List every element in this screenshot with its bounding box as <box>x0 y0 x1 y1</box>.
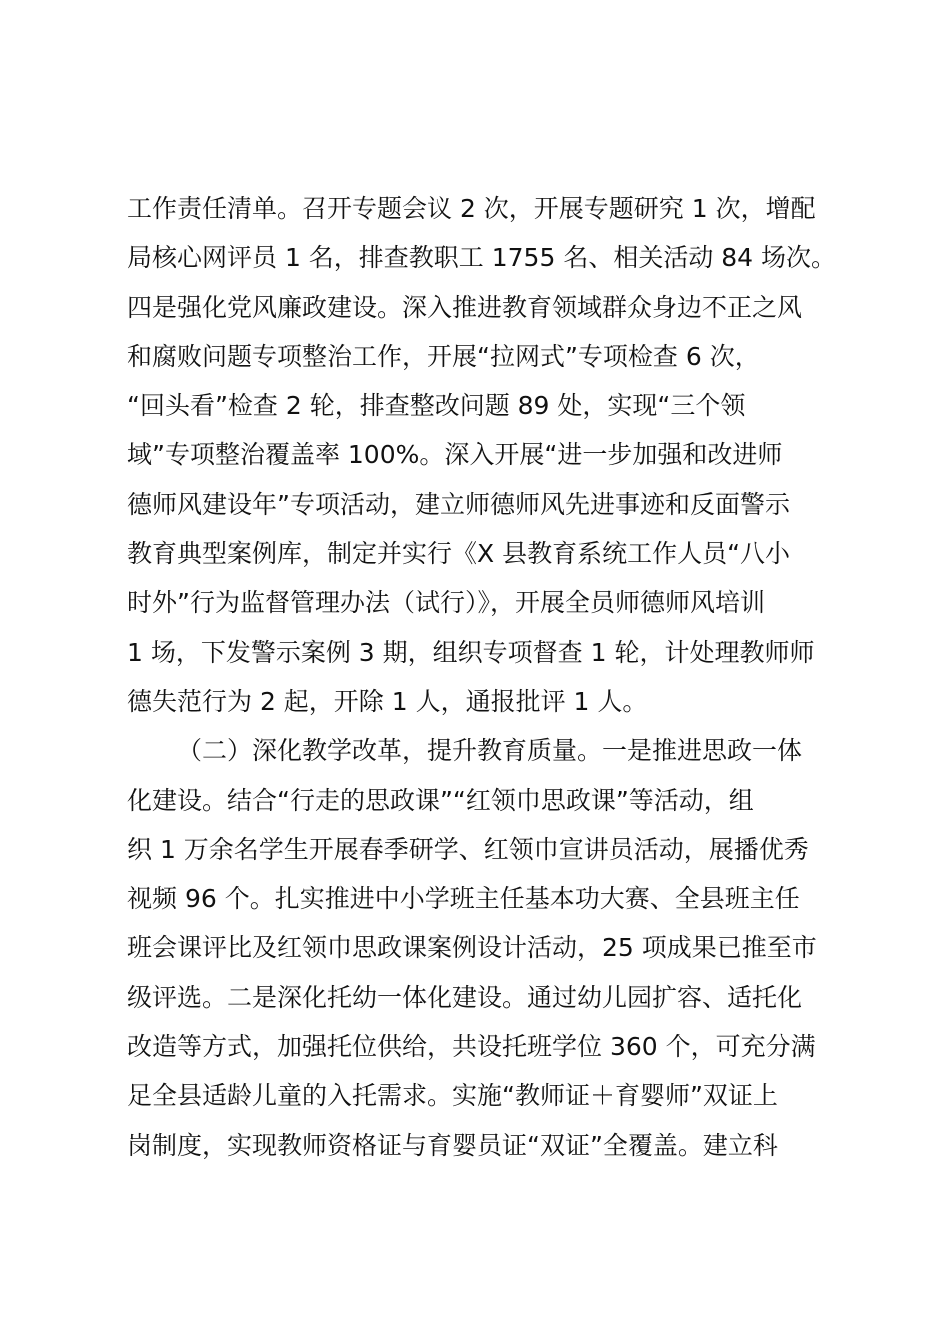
text-line: 化建设。结合“行走的思政课”“红领巾思政课”等活动，组 <box>127 785 754 815</box>
text-line: 班会课评比及红领巾思政课案例设计活动，25 项成果已推至市 <box>127 933 817 963</box>
text-line: 德师风建设年”专项活动，建立师德师风先进事迹和反面警示 <box>127 489 790 519</box>
text-line: 局核心网评员 1 名，排查教职工 1755 名、相关活动 84 场次。 <box>127 243 837 273</box>
text-line: 教育典型案例库，制定并实行《X 县教育系统工作人员“八小 <box>127 539 791 569</box>
paragraph-start-line: （二）深化教学改革，提升教育质量。一是推进思政一体 <box>177 736 803 766</box>
text-line: 工作责任清单。召开专题会议 2 次，开展专题研究 1 次，增配 <box>127 194 816 223</box>
text-line: 视频 96 个。扎实推进中小学班主任基本功大赛、全县班主任 <box>127 884 800 914</box>
text-line: 织 1 万余名学生开展春季研学、红领巾宣讲员活动，展播优秀 <box>127 834 809 864</box>
text-line: 1 场，下发警示案例 3 期，组织专项督查 1 轮，计处理教师师 <box>127 637 815 667</box>
text-line: “回头看”检查 2 轮，排查整改问题 89 处，实现“三个领 <box>127 391 746 421</box>
text-line: 四是强化党风廉政建设。深入推进教育领域群众身边不正之风 <box>127 292 803 322</box>
text-line: 足全县适龄儿童的入托需求。实施“教师证＋育婴师”双证上 <box>127 1081 778 1111</box>
text-line: 和腐败问题专项整治工作，开展“拉网式”专项检查 6 次， <box>127 341 760 371</box>
text-line: 德失范行为 2 起，开除 1 人，通报批评 1 人。 <box>127 686 648 716</box>
body-text <box>127 184 847 1170</box>
text-line: 级评选。二是深化托幼一体化建设。通过幼儿园扩容、适托化 <box>127 982 803 1012</box>
text-line: 时外”行为监督管理办法（试行）》，开展全员师德师风培训 <box>127 588 765 618</box>
text-line: 岗制度，实现教师资格证与育婴员证“双证”全覆盖。建立科 <box>127 1130 778 1160</box>
text-line: 域”专项整治覆盖率 100%。深入开展“进一步加强和改进师 <box>127 440 783 470</box>
text-line: 改造等方式，加强托位供给，共设托班学位 360 个，可充分满 <box>127 1032 816 1062</box>
